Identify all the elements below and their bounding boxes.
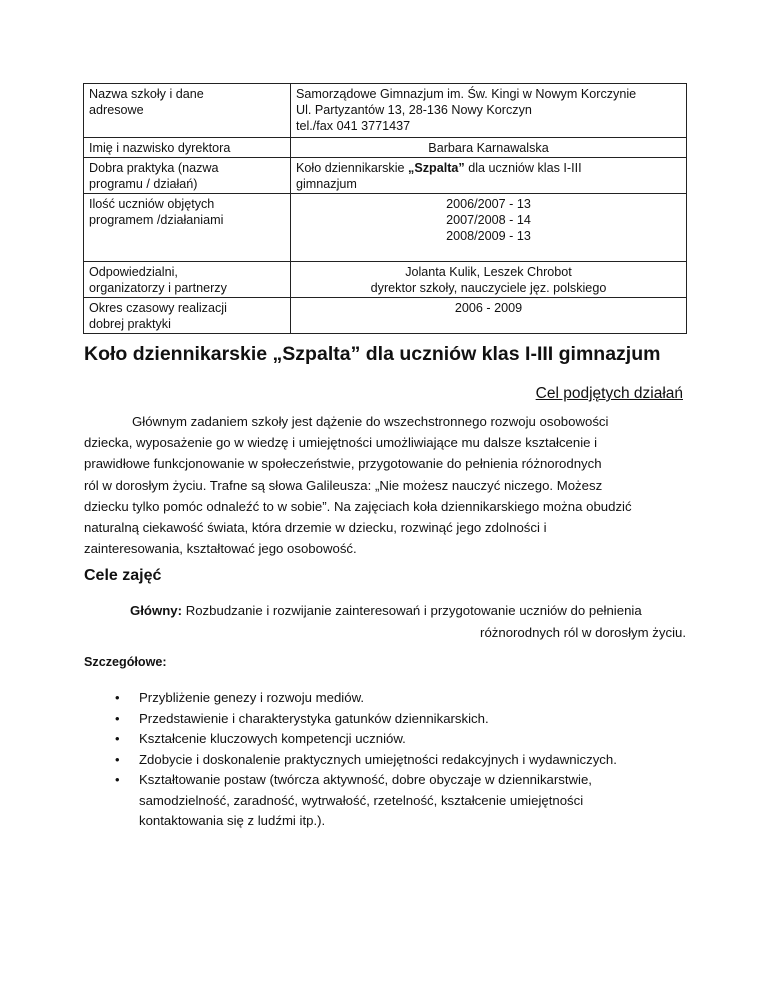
school-info-table <box>83 83 687 334</box>
list-item: • Przedstawienie i charakterystyka gatunków dziennikarskich. <box>115 709 675 730</box>
table-value-cell: Samorządowe Gimnazjum im. Św. Kingi w Nowym Korczynie Ul. Partyzantów 13, 28-136 Nowy Korczyn tel./fax 041 3771437 <box>291 84 687 138</box>
table-value-cell: Barbara Karnawalska <box>291 138 687 158</box>
bullet-icon: • <box>115 751 120 767</box>
table-label-cell: Ilość uczniów objętych programem /działaniami <box>84 194 291 262</box>
table-row <box>84 194 687 262</box>
table-value-cell: Jolanta Kulik, Leszek Chrobot dyrektor szkoły, nauczyciele jęz. polskiego <box>291 262 687 298</box>
table-value-cell: 2006 - 2009 <box>291 298 687 334</box>
detailed-goals-heading: Szczegółowe: <box>84 655 167 669</box>
detailed-goals-list <box>115 688 675 832</box>
main-goal: Główny: Rozbudzanie i rozwijanie zainteresowań i przygotowanie uczniów do pełnienia różnorodnych ról w dorosłym życiu. <box>130 603 686 640</box>
list-item: • Zdobycie i doskonalenie praktycznych umiejętności redakcyjnych i wydawniczych. <box>115 750 675 771</box>
table-row <box>84 84 687 138</box>
table-row <box>84 298 687 334</box>
program-name-bold: „Szpalta” <box>408 161 465 175</box>
intro-paragraph: Głównym zadaniem szkoły jest dążenie do wszechstronnego rozwoju osobowości dziecka, wyposażenie go w wiedzę i umiejętności umożliwiające mu dalsze kształcenie i prawidłowe funkcjonowanie w społeczeństwie, przygotowanie do pełnienia różnorodnych ról w dorosłym życiu. Trafne są słowa Galileusza: „Nie możesz nauczyć niczego. Możesz dziecku tylko pomóc odnaleźć to w sobie”. Na zajęciach koła dziennikarskiego można obudzić naturalną ciekawość świata, która drzemie w dziecku, rozwinąć jego zdolności i zainteresowania, kształtować jego osobowość. <box>84 414 632 557</box>
list-item: • Przybliżenie genezy i rozwoju mediów. <box>115 688 675 709</box>
table-label-cell: Okres czasowy realizacji dobrej praktyki <box>84 298 291 334</box>
document-title: Koło dziennikarskie „Szpalta” dla uczniów klas I-III gimnazjum <box>84 343 661 365</box>
bullet-icon: • <box>115 690 120 705</box>
list-item: • Kształtowanie postaw (twórcza aktywność, dobre obyczaje w dziennikarstwie, samodzielność, zaradność, wytrwałość, rzetelność, kształcenie umiejętności kontaktowania się z ludźmi itp.). <box>115 772 592 828</box>
bullet-icon: • <box>115 731 120 746</box>
table-row <box>84 138 687 158</box>
bullet-icon: • <box>115 772 120 787</box>
list-item: • Kształcenie kluczowych kompetencji uczniów. <box>115 729 675 750</box>
table-value-cell: 2006/2007 - 13 2007/2008 - 14 2008/2009 - 13 <box>291 194 687 262</box>
goals-section-heading: Cele zajęć <box>84 567 162 584</box>
bullet-icon: • <box>115 710 120 726</box>
table-label-cell: Dobra praktyka (nazwa programu / działań) <box>84 158 291 194</box>
table-label-cell: Odpowiedzialni, organizatorzy i partnerzy <box>84 262 291 298</box>
table-value-cell: Koło dziennikarskie „Szpalta” dla uczniów klas I-III gimnazjum <box>291 158 687 194</box>
table-label-cell: Nazwa szkoły i dane adresowe <box>84 84 291 138</box>
table-row <box>84 262 687 298</box>
table-label-cell: Imię i nazwisko dyrektora <box>84 138 291 158</box>
main-goal-label: Główny: <box>130 603 183 618</box>
table-row <box>84 158 687 194</box>
goal-heading: Cel podjętych działań <box>535 385 683 402</box>
